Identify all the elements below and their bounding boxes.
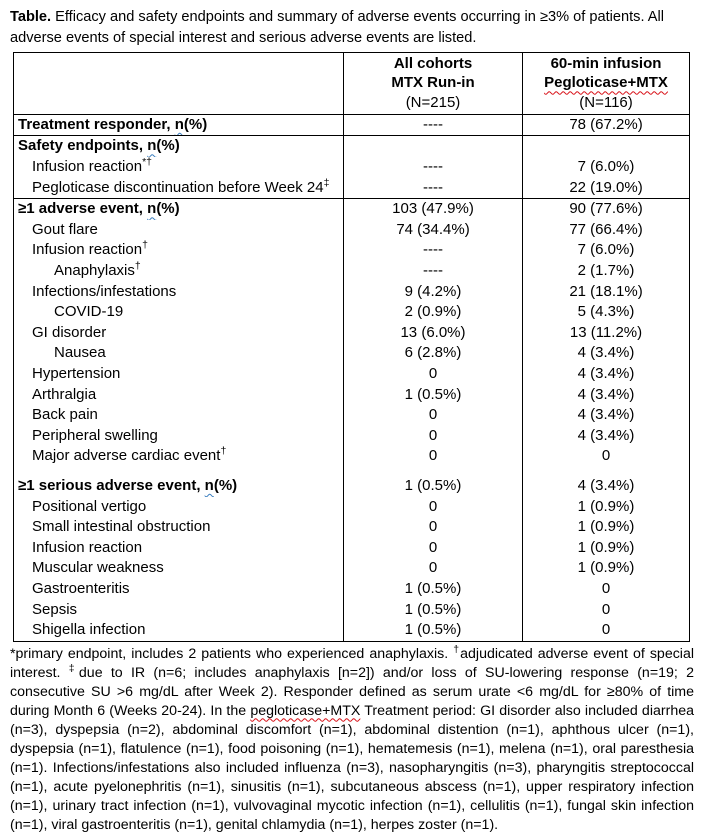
row-label-cell bbox=[14, 364, 344, 385]
header-row bbox=[14, 53, 690, 115]
row-label-grammar-flagged: n bbox=[147, 137, 157, 155]
row-label-cell bbox=[14, 199, 344, 220]
row-label: GI disorder bbox=[32, 323, 107, 341]
header-runin-line2: MTX Run-in bbox=[391, 74, 475, 92]
value-cell-runin: 9 (4.2%) bbox=[344, 282, 523, 303]
table-row bbox=[14, 476, 690, 497]
table-row bbox=[14, 282, 690, 303]
footnote bbox=[10, 645, 694, 835]
row-label-cell bbox=[14, 426, 344, 447]
value-cell-pegmtx bbox=[523, 136, 690, 157]
value-cell-runin: 0 bbox=[344, 538, 523, 559]
row-label-cell bbox=[14, 282, 344, 303]
value-cell-pegmtx: 0 bbox=[523, 600, 690, 621]
table-row bbox=[14, 579, 690, 600]
row-label: Sepsis bbox=[32, 600, 78, 618]
value-cell-pegmtx: 90 (77.6%) bbox=[523, 199, 690, 220]
header-cell-empty bbox=[14, 53, 344, 115]
table-row bbox=[14, 323, 690, 344]
row-label-cell bbox=[14, 240, 344, 261]
row-label-cell bbox=[14, 446, 344, 467]
value-cell-pegmtx: 77 (66.4%) bbox=[523, 220, 690, 241]
table-row bbox=[14, 385, 690, 406]
row-label-suffix: (%) bbox=[213, 476, 238, 494]
value-cell-pegmtx: 2 (1.7%) bbox=[523, 261, 690, 282]
spacer-cell bbox=[344, 467, 523, 476]
value-cell-pegmtx: 0 bbox=[523, 446, 690, 467]
value-cell-runin: 2 (0.9%) bbox=[344, 302, 523, 323]
row-label: Gout flare bbox=[32, 220, 98, 238]
row-label-cell bbox=[14, 517, 344, 538]
header-cell-runin bbox=[344, 53, 523, 115]
value-cell-pegmtx: 7 (6.0%) bbox=[523, 157, 690, 178]
table-row bbox=[14, 497, 690, 518]
row-label-grammar-flagged: n bbox=[204, 476, 214, 494]
value-cell-pegmtx: 78 (67.2%) bbox=[523, 114, 690, 136]
value-cell-runin: 1 (0.5%) bbox=[344, 476, 523, 497]
row-label: Hypertension bbox=[32, 365, 121, 383]
value-cell-runin: 1 (0.5%) bbox=[344, 385, 523, 406]
efficacy-safety-table bbox=[13, 52, 690, 642]
value-cell-pegmtx: 13 (11.2%) bbox=[523, 323, 690, 344]
footnote-spell-flagged: pegloticase+MTX bbox=[250, 702, 361, 719]
value-cell-pegmtx: 4 (3.4%) bbox=[523, 426, 690, 447]
value-cell-runin: 0 bbox=[344, 558, 523, 579]
value-cell-runin: ---- bbox=[344, 178, 523, 199]
table-caption bbox=[10, 7, 694, 48]
table-row bbox=[14, 199, 690, 220]
row-label: Safety endpoints, bbox=[18, 137, 148, 155]
value-cell-pegmtx: 4 (3.4%) bbox=[523, 343, 690, 364]
value-cell-pegmtx: 21 (18.1%) bbox=[523, 282, 690, 303]
row-label-cell bbox=[14, 558, 344, 579]
row-label: Infusion reaction bbox=[32, 538, 143, 556]
spacer-cell bbox=[523, 467, 690, 476]
value-cell-runin: 13 (6.0%) bbox=[344, 323, 523, 344]
footnote-text: adjudicated adverse event of special interest. bbox=[10, 645, 695, 681]
row-label-cell bbox=[14, 157, 344, 178]
row-label: Peripheral swelling bbox=[32, 426, 158, 444]
row-label-grammar-flagged: n bbox=[147, 200, 157, 218]
table-row bbox=[14, 302, 690, 323]
table-row bbox=[14, 558, 690, 579]
row-label: Shigella infection bbox=[32, 621, 146, 639]
value-cell-runin: ---- bbox=[344, 157, 523, 178]
table-row bbox=[14, 620, 690, 641]
footnote-marker: † bbox=[142, 240, 148, 252]
value-cell-runin: 1 (0.5%) bbox=[344, 620, 523, 641]
value-cell-pegmtx: 4 (3.4%) bbox=[523, 385, 690, 406]
value-cell-runin: 0 bbox=[344, 446, 523, 467]
footnote-marker: † bbox=[453, 643, 461, 655]
row-label-cell bbox=[14, 136, 344, 157]
row-label: COVID-19 bbox=[54, 303, 124, 321]
value-cell-pegmtx: 0 bbox=[523, 620, 690, 641]
value-cell-runin: ---- bbox=[344, 261, 523, 282]
value-cell-runin bbox=[344, 136, 523, 157]
value-cell-pegmtx: 1 (0.9%) bbox=[523, 517, 690, 538]
row-label-cell bbox=[14, 405, 344, 426]
value-cell-pegmtx: 7 (6.0%) bbox=[523, 240, 690, 261]
value-cell-pegmtx: 1 (0.9%) bbox=[523, 538, 690, 559]
row-label: Arthralgia bbox=[32, 385, 97, 403]
table-row bbox=[14, 343, 690, 364]
value-cell-runin: 0 bbox=[344, 426, 523, 447]
footnote-marker: ‡ bbox=[323, 177, 330, 189]
value-cell-runin: 103 (47.9%) bbox=[344, 199, 523, 220]
row-label-cell bbox=[14, 538, 344, 559]
header-cell-pegmtx bbox=[523, 53, 690, 115]
value-cell-pegmtx: 1 (0.9%) bbox=[523, 497, 690, 518]
row-label-cell bbox=[14, 385, 344, 406]
spacer-cell bbox=[14, 467, 344, 476]
footnote-text: due to IR (n=6; includes anaphylaxis [n=2]) and/or loss of SU-lowering response (n=19; 2 consecutive SU >6 mg/dL after Week 2). Responder defined as serum urate <6 mg/dL for ≥80% of time during Month 6 (Weeks 20-24). In the bbox=[10, 664, 694, 719]
row-label-cell bbox=[14, 476, 344, 497]
row-label-cell bbox=[14, 220, 344, 241]
row-label-cell bbox=[14, 114, 344, 136]
row-label-grammar-flagged: n bbox=[174, 115, 184, 133]
table-row bbox=[14, 220, 690, 241]
row-label: Pegloticase discontinuation before Week 24 bbox=[32, 178, 324, 196]
value-cell-pegmtx: 4 (3.4%) bbox=[523, 405, 690, 426]
row-label-cell bbox=[14, 323, 344, 344]
row-label: Infections/infestations bbox=[32, 282, 177, 300]
value-cell-runin: ---- bbox=[344, 114, 523, 136]
row-label: Treatment responder, bbox=[18, 115, 175, 133]
row-label: Positional vertigo bbox=[32, 497, 147, 515]
row-label: Infusion reaction bbox=[32, 241, 143, 259]
row-label: Major adverse cardiac event bbox=[32, 447, 221, 465]
table-row bbox=[14, 178, 690, 199]
value-cell-runin: 1 (0.5%) bbox=[344, 600, 523, 621]
value-cell-runin: 1 (0.5%) bbox=[344, 579, 523, 600]
row-label-cell bbox=[14, 620, 344, 641]
value-cell-pegmtx: 5 (4.3%) bbox=[523, 302, 690, 323]
row-label-cell bbox=[14, 497, 344, 518]
value-cell-runin: 74 (34.4%) bbox=[344, 220, 523, 241]
table-caption-label: Table. bbox=[10, 9, 52, 25]
table-caption-text: Efficacy and safety endpoints and summary of adverse events occurring in ≥3% of patients. All adverse events of special interest and serious adverse events are listed. bbox=[10, 9, 664, 46]
footnote-marker: ‡ bbox=[68, 662, 79, 674]
row-label-cell bbox=[14, 343, 344, 364]
table-row bbox=[14, 240, 690, 261]
table-row bbox=[14, 426, 690, 447]
row-label-cell bbox=[14, 261, 344, 282]
table-row bbox=[14, 446, 690, 467]
row-label-cell bbox=[14, 302, 344, 323]
table-row bbox=[14, 600, 690, 621]
row-label: Muscular weakness bbox=[32, 559, 164, 577]
value-cell-pegmtx: 0 bbox=[523, 579, 690, 600]
header-runin-n: (N=215) bbox=[405, 93, 461, 111]
value-cell-pegmtx: 22 (19.0%) bbox=[523, 178, 690, 199]
table-row bbox=[14, 114, 690, 136]
row-label-suffix: (%) bbox=[156, 137, 180, 155]
value-cell-pegmtx: 4 (3.4%) bbox=[523, 476, 690, 497]
table-row bbox=[14, 405, 690, 426]
value-cell-runin: 6 (2.8%) bbox=[344, 343, 523, 364]
row-label: Small intestinal obstruction bbox=[32, 518, 211, 536]
table-row bbox=[14, 157, 690, 178]
row-label: Gastroenteritis bbox=[32, 579, 130, 597]
table-row bbox=[14, 136, 690, 157]
row-label: ≥1 adverse event, bbox=[18, 200, 148, 218]
row-label: ≥1 serious adverse event, bbox=[18, 476, 205, 494]
row-label-suffix: (%) bbox=[183, 115, 208, 133]
value-cell-runin: 0 bbox=[344, 517, 523, 538]
value-cell-runin: 0 bbox=[344, 364, 523, 385]
value-cell-runin: 0 bbox=[344, 405, 523, 426]
footnote-text: Treatment period: GI disorder also included diarrhea (n=3), dyspepsia (n=2), abdominal discomfort (n=1), abdominal distention (n=1), aphthous ulcer (n=1), dyspepsia (n=1), flatulence (n=1), food poisoning (n=1), hematemesis (n=1), melena (n=1), oral paresthesia (n=1). Infections/infestations also included influenza (n=3), nasopharyngitis (n=3), pharyngitis streptococcal (n=1), acute pyelonephritis (n=1), sinusitis (n=1), subcutaneous abscess (n=1), upper respiratory infection (n=1), urinary tract infection (n=1), vulvovaginal mycotic infection (n=1), cellulitis (n=1), fungal skin infection (n=1), viral gastroenteritis (n=1), genital chlamydia (n=1), herpes zoster (n=1). bbox=[10, 702, 694, 833]
row-label: Back pain bbox=[32, 406, 98, 424]
footnote-marker: † bbox=[220, 446, 227, 458]
spacer-row bbox=[14, 467, 690, 476]
value-cell-pegmtx: 4 (3.4%) bbox=[523, 364, 690, 385]
value-cell-pegmtx: 1 (0.9%) bbox=[523, 558, 690, 579]
row-label: Nausea bbox=[54, 344, 106, 362]
row-label-cell bbox=[14, 178, 344, 199]
footnote-marker: † bbox=[134, 261, 141, 273]
header-pegmtx-n: (N=116) bbox=[579, 93, 633, 111]
header-pegmtx-line2: Pegloticase+MTX bbox=[544, 74, 668, 92]
footnote-marker: *† bbox=[142, 157, 153, 169]
value-cell-runin: 0 bbox=[344, 497, 523, 518]
footnote-text: *primary endpoint, includes 2 patients who experienced anaphylaxis. bbox=[10, 645, 454, 662]
row-label-suffix: (%) bbox=[156, 200, 180, 218]
row-label-cell bbox=[14, 579, 344, 600]
table-row bbox=[14, 538, 690, 559]
table-row bbox=[14, 364, 690, 385]
header-pegmtx-line1: 60-min infusion bbox=[550, 55, 662, 72]
table-row bbox=[14, 517, 690, 538]
value-cell-runin: ---- bbox=[344, 240, 523, 261]
header-runin-line1: All cohorts bbox=[393, 55, 473, 72]
row-label-cell bbox=[14, 600, 344, 621]
table-row bbox=[14, 261, 690, 282]
row-label: Infusion reaction bbox=[32, 158, 143, 176]
row-label: Anaphylaxis bbox=[54, 262, 135, 280]
